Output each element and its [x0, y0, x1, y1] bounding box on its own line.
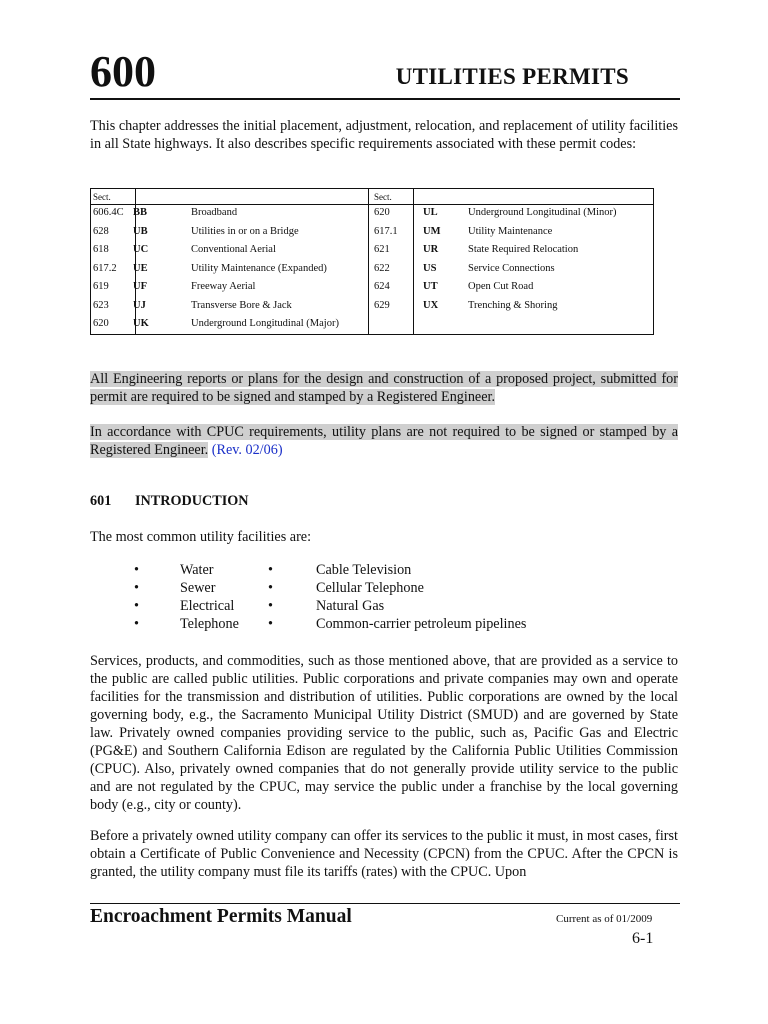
bullet-marker: • [268, 562, 273, 578]
section-number: 601 [90, 493, 112, 509]
manual-title: Encroachment Permits Manual [90, 906, 352, 927]
table-cell-sect: 623 [93, 299, 109, 311]
table-cell-desc: Broadband [191, 207, 238, 218]
table-column-divider [368, 189, 369, 334]
bullet-marker: • [268, 598, 273, 614]
chapter-number: 600 [90, 47, 156, 96]
table-cell-code: UB [133, 225, 148, 237]
table-cell-code: UK [133, 318, 149, 329]
table-cell-sect: 629 [374, 299, 390, 311]
table-cell-desc: Freeway Aerial [191, 281, 256, 292]
cpuc-note-text: In accordance with CPUC requirements, utility plans are not required to be signed or stamped by a Registered Engineer. [90, 424, 678, 458]
cpcn-paragraph: Before a privately owned utility company can offer its services to the public it must, in most cases, first obtain a Certificate of Public Convenience and Necessity (CPCN) from the CPUC. After the CPCN is granted, the utility company must file its tariffs (rates) with the CPUC. Upon [90, 828, 678, 880]
table-cell-code: UC [133, 244, 149, 255]
utility-list-item: Natural Gas [316, 598, 385, 614]
table-column-divider [413, 189, 414, 334]
bullet-marker: • [134, 598, 139, 614]
utility-list-item: Cellular Telephone [316, 580, 424, 596]
table-cell-sect: 622 [374, 262, 390, 274]
table-cell-code: US [423, 262, 437, 274]
table-cell-sect: 620 [93, 318, 109, 329]
page-number: 6-1 [632, 930, 654, 947]
bullet-marker: • [134, 616, 139, 632]
revision-note: (Rev. 02/06) [211, 442, 283, 458]
table-cell-desc: Trenching & Shoring [468, 299, 558, 311]
utility-list-item: Water [180, 562, 214, 578]
cpuc-note [90, 423, 678, 459]
table-cell-desc: Open Cut Road [468, 281, 534, 292]
common-utilities-intro: The most common utility facilities are: [90, 529, 312, 545]
table-cell-code: BB [133, 207, 148, 218]
table-cell-code: UF [133, 281, 147, 292]
public-utilities-paragraph: Services, products, and commodities, such as those mentioned above, that are provided as a service to the public are called public utilities. Public corporations and private companies may own and operate facilities for the transmission and distribution of utilities. Public corporations are owned by the local governing body, e.g., the Sacramento Municipal Utility District (SMUD) and are governed by State law. Privately owned companies providing service to the public, such as, Pacific Gas and Electric (PG&E) and Southern California Edison are regulated by the California Public Utilities Commission (CPUC). Also, privately owned companies that do not generally provide utility service to the public and are not regulated by the CPUC, may service the public under a franchise by the local governing body (e.g., city or county). [90, 653, 678, 813]
table-cell-code: UR [423, 244, 439, 255]
table-cell-sect: 621 [374, 244, 390, 255]
engineering-note [90, 370, 678, 406]
table-header-sect: Sect. [374, 192, 392, 202]
table-cell-code: UM [423, 225, 441, 237]
bullet-marker: • [134, 562, 139, 578]
table-header-sect: Sect. [93, 192, 111, 202]
intro-paragraph: This chapter addresses the initial placement, adjustment, relocation, and replacement of utility facilities in all State highways. It also describes specific requirements associated with these permit codes: [90, 118, 678, 152]
utility-list-item: Telephone [180, 616, 239, 632]
table-cell-desc: Conventional Aerial [191, 244, 276, 255]
section-title: INTRODUCTION [135, 493, 249, 509]
table-cell-desc: State Required Relocation [468, 244, 579, 255]
table-cell-desc: Transverse Bore & Jack [191, 299, 292, 311]
table-cell-sect: 620 [374, 207, 390, 218]
table-cell-desc: Utility Maintenance [468, 225, 553, 237]
bullet-marker: • [134, 580, 139, 596]
table-cell-sect: 617.2 [93, 262, 117, 274]
table-cell-desc: Service Connections [468, 262, 555, 274]
utility-list-item: Electrical [180, 598, 235, 614]
table-cell-sect: 606.4C [93, 207, 124, 218]
table-cell-desc: Utility Maintenance (Expanded) [191, 262, 327, 274]
table-cell-code: UL [423, 207, 438, 218]
bullet-marker: • [268, 580, 273, 596]
table-cell-sect: 619 [93, 281, 109, 292]
current-as-of: Current as of 01/2009 [556, 913, 653, 925]
table-cell-sect: 628 [93, 225, 109, 237]
footer-rule [90, 903, 680, 904]
table-cell-sect: 624 [374, 281, 390, 292]
bullet-marker: • [268, 616, 273, 632]
table-cell-code: UE [133, 262, 148, 274]
table-cell-desc: Utilities in or on a Bridge [191, 225, 299, 237]
table-cell-desc: Underground Longitudinal (Minor) [468, 207, 617, 218]
table-cell-desc: Underground Longitudinal (Major) [191, 318, 339, 329]
header-rule [90, 98, 680, 100]
utility-list-item: Common-carrier petroleum pipelines [316, 616, 527, 632]
chapter-title: UTILITIES PERMITS [395, 64, 629, 89]
table-cell-sect: 618 [93, 244, 109, 255]
utility-list-item: Cable Television [316, 562, 412, 578]
table-cell-code: UJ [133, 299, 146, 311]
table-cell-code: UT [423, 281, 438, 292]
engineering-note-text: All Engineering reports or plans for the design and construction of a proposed project, submitted for permit are required to be signed and stamped by a Registered Engineer. [90, 371, 678, 405]
utility-list-item: Sewer [180, 580, 216, 596]
permit-codes-table [90, 188, 654, 335]
table-header-rule [91, 204, 653, 205]
table-cell-code: UX [423, 299, 439, 311]
section-heading [90, 493, 249, 510]
table-cell-sect: 617.1 [374, 225, 398, 237]
